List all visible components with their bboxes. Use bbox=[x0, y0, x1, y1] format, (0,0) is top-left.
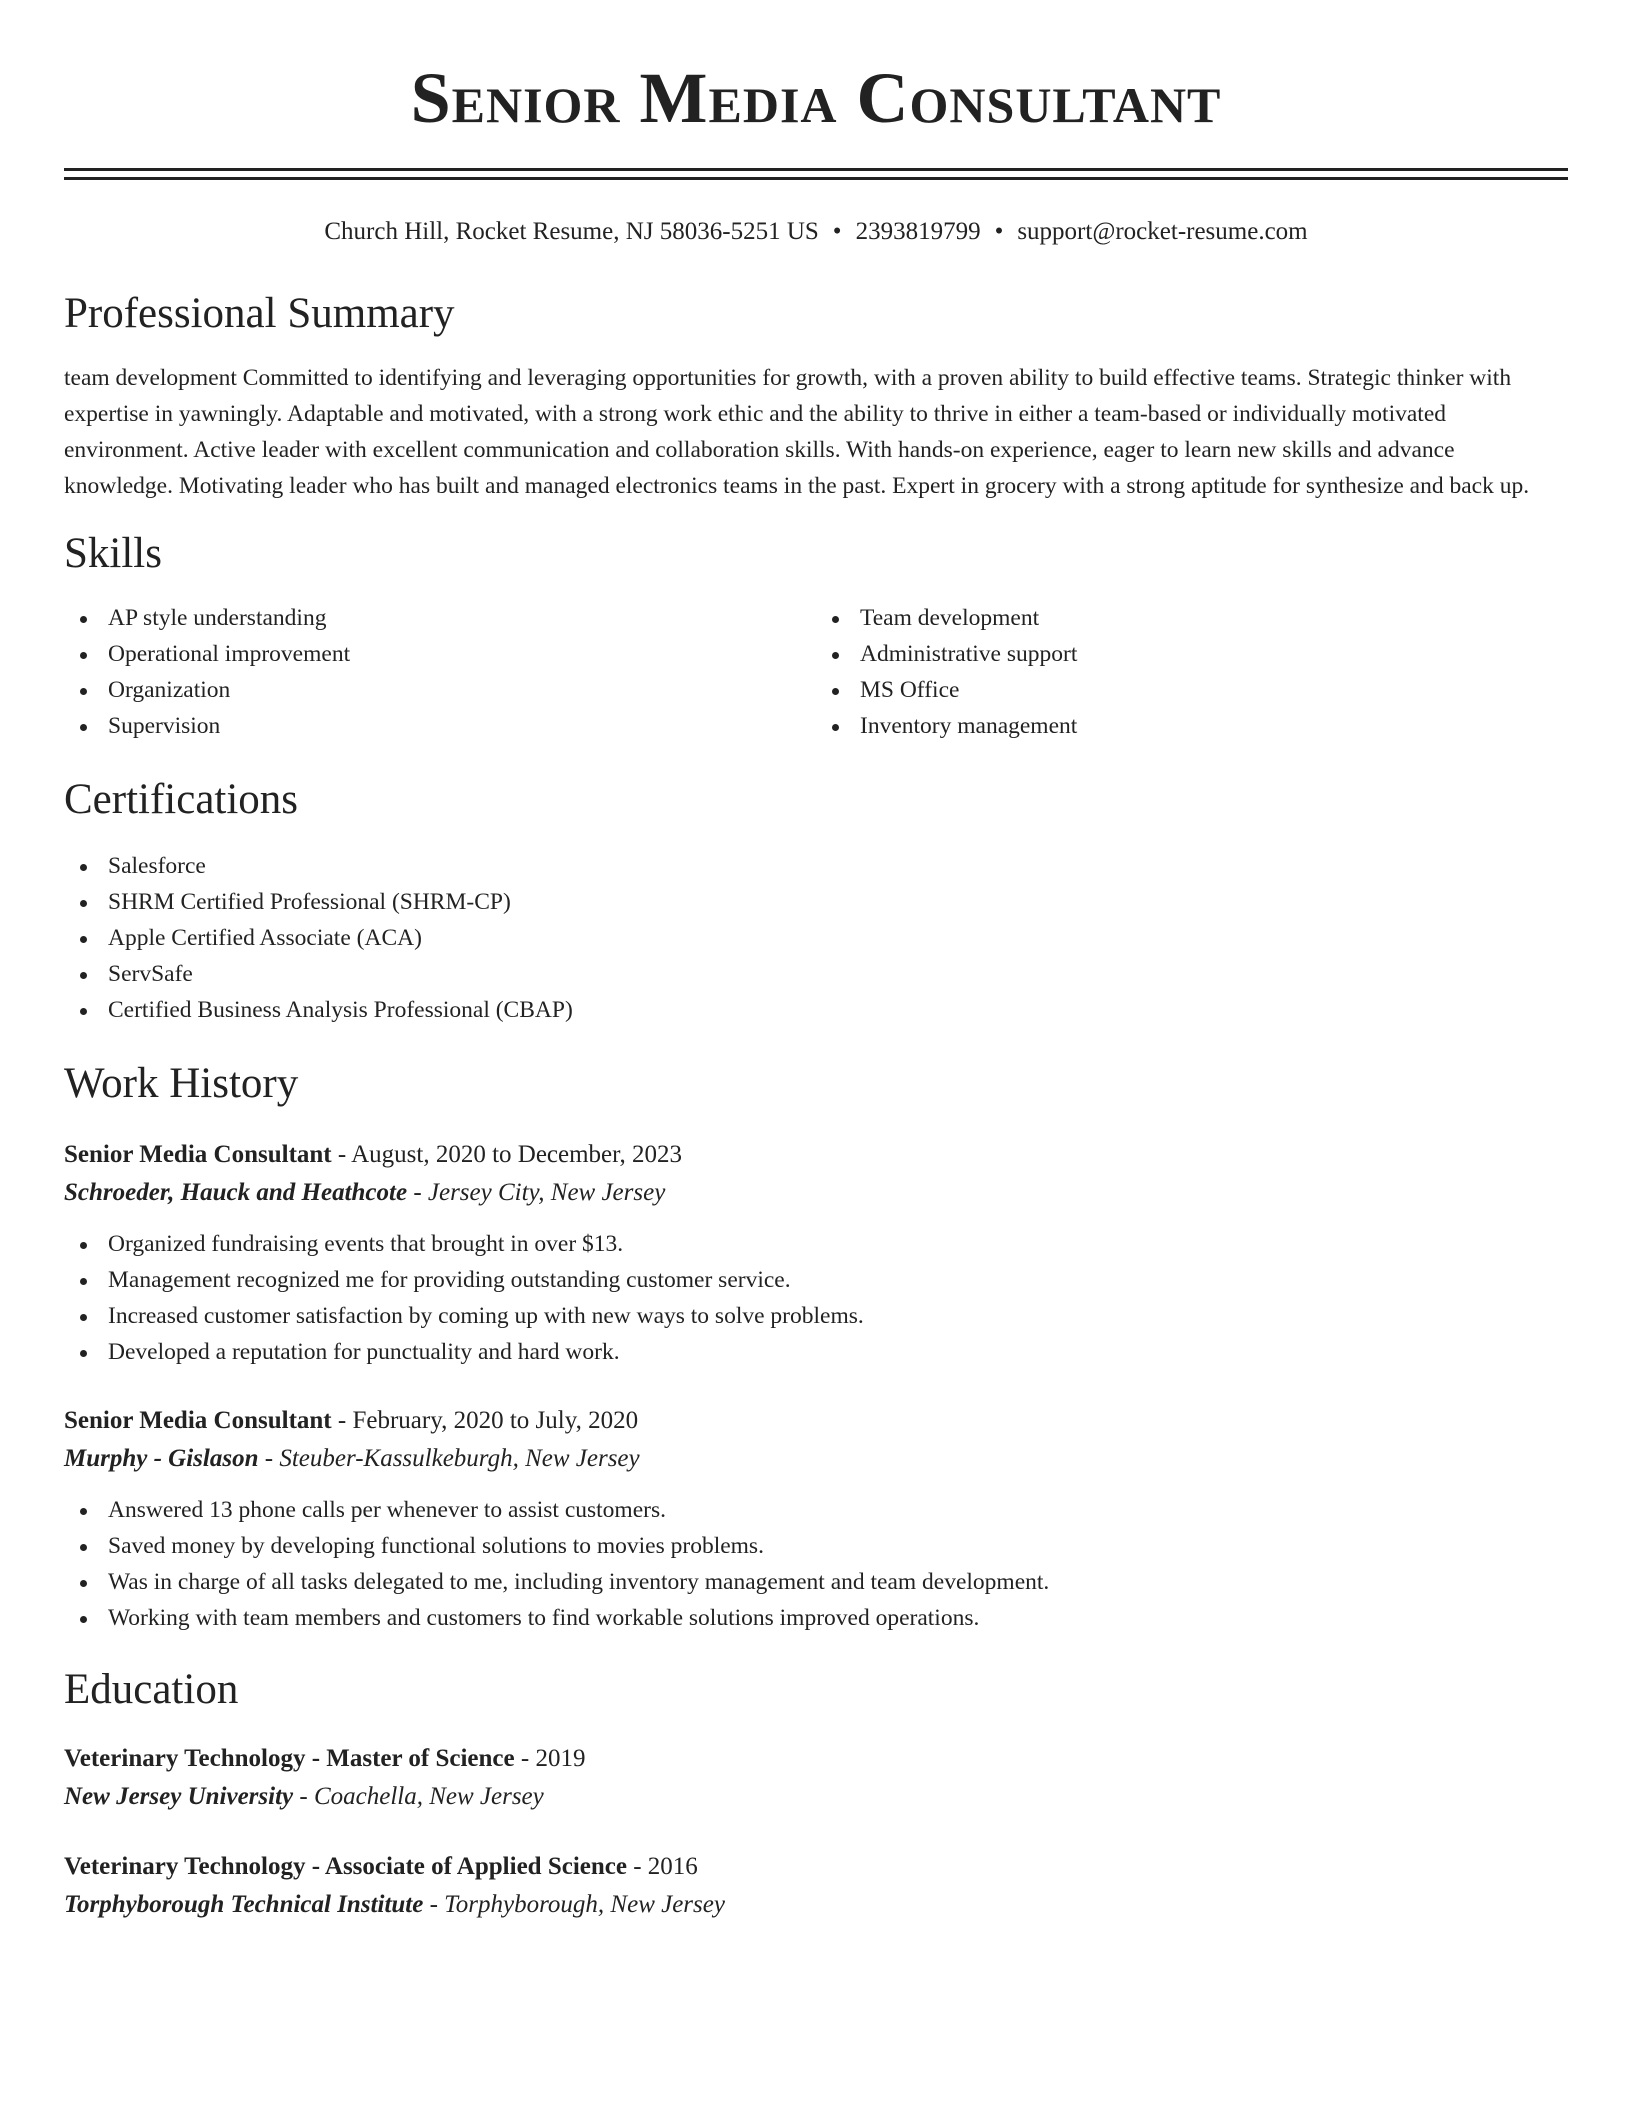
skill-item: Supervision bbox=[64, 708, 816, 744]
job-location: - Steuber-Kassulkeburgh, New Jersey bbox=[258, 1445, 640, 1472]
job-bullets bbox=[64, 1226, 1568, 1370]
job-header bbox=[64, 1402, 1568, 1440]
education-heading: Education bbox=[64, 1666, 239, 1713]
summary-heading: Professional Summary bbox=[64, 290, 455, 337]
job-dates: - February, 2020 to July, 2020 bbox=[331, 1407, 639, 1434]
job-bullet: Organized fundraising events that brought in over $13. bbox=[64, 1226, 1568, 1262]
education-school: Torphyborough Technical Institute bbox=[64, 1891, 424, 1918]
contact-phone: 2393819799 bbox=[855, 218, 981, 245]
education-location: - Torphyborough, New Jersey bbox=[423, 1891, 725, 1918]
contact-address: Church Hill, Rocket Resume, NJ 58036-5251 US bbox=[324, 218, 819, 245]
education-year: - 2019 bbox=[514, 1745, 586, 1772]
contact-separator: • bbox=[994, 218, 1004, 245]
education-degree: Veterinary Technology - Master of Science bbox=[64, 1745, 515, 1772]
job-bullet: Saved money by developing functional solutions to movies problems. bbox=[64, 1528, 1568, 1564]
skill-item: MS Office bbox=[816, 672, 1568, 708]
skill-item: Organization bbox=[64, 672, 816, 708]
job-dates: - August, 2020 to December, 2023 bbox=[331, 1141, 682, 1168]
education-degree-line bbox=[64, 1848, 1568, 1886]
job-company: Murphy - Gislason bbox=[64, 1445, 259, 1472]
education-location: - Coachella, New Jersey bbox=[293, 1783, 544, 1810]
job-bullet: Developed a reputation for punctuality and hard work. bbox=[64, 1334, 1568, 1370]
job-bullet: Management recognized me for providing outstanding customer service. bbox=[64, 1262, 1568, 1298]
contact-line bbox=[64, 216, 1568, 248]
job-header bbox=[64, 1136, 1568, 1174]
job-title: Senior Media Consultant bbox=[64, 1141, 332, 1168]
contact-separator: • bbox=[832, 218, 842, 245]
resume-title: Senior Media Consultant bbox=[410, 58, 1222, 138]
education-school-line bbox=[64, 1886, 1568, 1924]
job-company-line bbox=[64, 1440, 1568, 1478]
certifications-list bbox=[64, 848, 1568, 1028]
job-title: Senior Media Consultant bbox=[64, 1407, 332, 1434]
job-bullets bbox=[64, 1492, 1568, 1636]
skill-item: Administrative support bbox=[816, 636, 1568, 672]
job-bullet: Working with team members and customers to find workable solutions improved operations. bbox=[64, 1600, 1568, 1636]
skills-column-right bbox=[816, 600, 1568, 744]
work-history-heading: Work History bbox=[64, 1060, 299, 1107]
education-year: - 2016 bbox=[626, 1853, 698, 1880]
education-school-line bbox=[64, 1778, 1568, 1816]
certification-item: Certified Business Analysis Professional (CBAP) bbox=[64, 992, 1568, 1028]
summary-text: team development Committed to identifying and leveraging opportunities for growth, with a proven ability to build effective teams. Strategic thinker with expertise in yawningly. Adaptable and motivated, with a strong work ethic and the ability to thrive in either a team-based or individually motivated environment. Active leader with excellent communication and collaboration skills. With hands-on experience, eager to learn new skills and advance knowledge. Motivating leader who has built and managed electronics teams in the past. Expert in grocery with a strong aptitude for synthesize and back up. bbox=[64, 365, 1530, 499]
contact-email: support@rocket-resume.com bbox=[1017, 218, 1308, 245]
certification-item: SHRM Certified Professional (SHRM-CP) bbox=[64, 884, 1568, 920]
job-bullet: Was in charge of all tasks delegated to me, including inventory management and team development. bbox=[64, 1564, 1568, 1600]
certification-item: Salesforce bbox=[64, 848, 1568, 884]
job-entry bbox=[64, 1402, 1568, 1636]
skills-column-left bbox=[64, 600, 816, 744]
skill-item: Team development bbox=[816, 600, 1568, 636]
certifications-heading: Certifications bbox=[64, 776, 299, 823]
education-entry bbox=[64, 1848, 1568, 1924]
education-degree: Veterinary Technology - Associate of Applied Science bbox=[64, 1853, 627, 1880]
certification-item: Apple Certified Associate (ACA) bbox=[64, 920, 1568, 956]
job-company-line bbox=[64, 1174, 1568, 1212]
job-location: - Jersey City, New Jersey bbox=[407, 1179, 666, 1206]
education-entry bbox=[64, 1740, 1568, 1816]
education-degree-line bbox=[64, 1740, 1568, 1778]
job-bullet: Increased customer satisfaction by coming up with new ways to solve problems. bbox=[64, 1298, 1568, 1334]
education-school: New Jersey University bbox=[64, 1783, 294, 1810]
job-entry bbox=[64, 1136, 1568, 1370]
job-bullet: Answered 13 phone calls per whenever to assist customers. bbox=[64, 1492, 1568, 1528]
title-divider bbox=[64, 168, 1568, 180]
skills-heading: Skills bbox=[64, 530, 162, 577]
skills-grid bbox=[64, 600, 1568, 744]
certification-item: ServSafe bbox=[64, 956, 1568, 992]
skill-item: Inventory management bbox=[816, 708, 1568, 744]
skill-item: Operational improvement bbox=[64, 636, 816, 672]
skill-item: AP style understanding bbox=[64, 600, 816, 636]
job-company: Schroeder, Hauck and Heathcote bbox=[64, 1179, 408, 1206]
